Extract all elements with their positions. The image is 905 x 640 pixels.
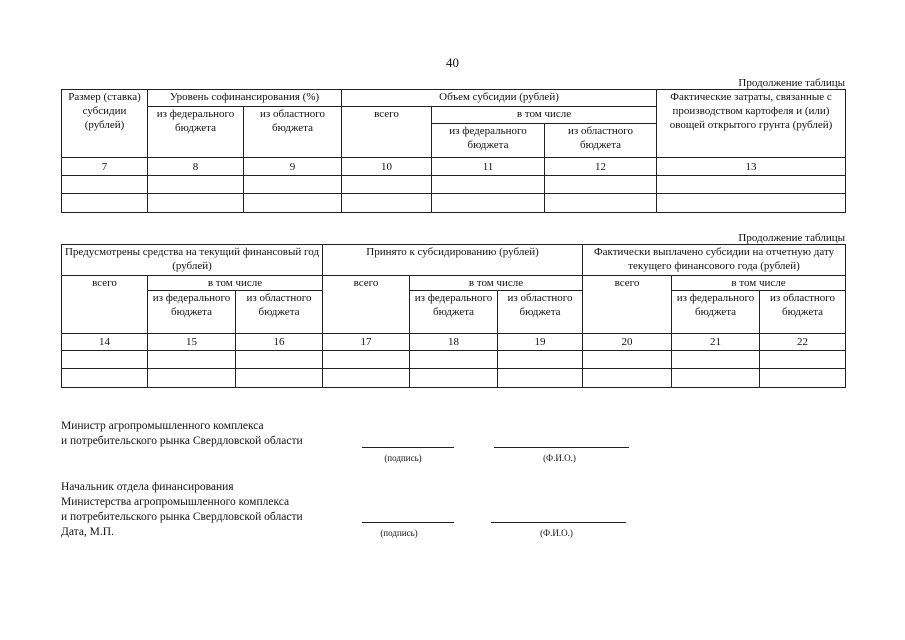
name-caption: (Ф.И.О.): [543, 453, 576, 463]
date-stamp-label: Дата, М.П.: [61, 526, 114, 538]
header-accepted-total: всего: [323, 276, 410, 334]
column-number: 13: [657, 158, 846, 176]
page-number: 40: [446, 55, 459, 70]
minister-title-line-2: и потребительского рынка Свердловской области: [61, 435, 303, 447]
header-planned-federal: из федерального бюджета: [148, 291, 236, 334]
header-planned-including: в том числе: [148, 276, 323, 291]
header-planned-total: всего: [62, 276, 148, 334]
name-line: [491, 522, 626, 523]
table-row: [62, 176, 846, 194]
column-number: 15: [148, 334, 236, 351]
header-cofin-regional: из областного бюджета: [244, 107, 342, 158]
department-head-title-line-3: и потребительского рынка Свердловской области: [61, 511, 303, 523]
header-accepted-regional: из областного бюджета: [498, 291, 583, 334]
subsidy-table-2: [61, 244, 846, 388]
table-row: [62, 194, 846, 213]
column-number: 8: [148, 158, 244, 176]
signature-caption: (подпись): [384, 453, 422, 463]
header-volume-total: всего: [342, 107, 432, 158]
continuation-label-2: Продолжение таблицы: [738, 232, 845, 244]
header-cofin-federal: из федерального бюджета: [148, 107, 244, 158]
header-accepted-federal: из федерального бюджета: [410, 291, 498, 334]
table-row: [62, 369, 846, 388]
header-accepted-including: в том числе: [410, 276, 583, 291]
subsidy-table-1: [61, 89, 846, 213]
column-number: 11: [432, 158, 545, 176]
header-accepted: Принято к субсидированию (рублей): [323, 245, 583, 276]
header-actual-costs: Фактические затраты, связанные с производством картофеля и (или) овощей открытого грунта (рублей): [657, 90, 846, 158]
header-paid-federal: из федерального бюджета: [672, 291, 760, 334]
column-number: 14: [62, 334, 148, 351]
header-planned-regional: из областного бюджета: [236, 291, 323, 334]
signature-line: [362, 447, 454, 448]
column-number: 22: [760, 334, 846, 351]
column-number: 18: [410, 334, 498, 351]
column-number: 16: [236, 334, 323, 351]
table-row: [62, 351, 846, 369]
department-head-title-line-1: Начальник отдела финансирования: [61, 481, 234, 493]
column-number: 17: [323, 334, 410, 351]
column-number: 7: [62, 158, 148, 176]
header-paid-regional: из областного бюджета: [760, 291, 846, 334]
department-head-title-line-2: Министерства агропромышленного комплекса: [61, 496, 290, 508]
header-subsidy-rate: Размер (ставка) субсидии (рублей): [62, 90, 148, 158]
department-head-signature-block: [61, 480, 303, 540]
header-subsidy-volume: Объем субсидии (рублей): [342, 90, 657, 107]
signature-caption: (подпись): [380, 528, 418, 538]
header-cofinancing: Уровень софинансирования (%): [148, 90, 342, 107]
column-number: 20: [583, 334, 672, 351]
name-line: [494, 447, 629, 448]
minister-title-line-1: Министр агропромышленного комплекса: [61, 420, 264, 432]
column-number: 10: [342, 158, 432, 176]
header-planned-funds: Предусмотрены средства на текущий финансовый год (рублей): [62, 245, 323, 276]
header-volume-including: в том числе: [432, 107, 657, 124]
signature-line: [362, 522, 454, 523]
column-number: 19: [498, 334, 583, 351]
minister-signature-block: [61, 419, 303, 449]
column-number: 21: [672, 334, 760, 351]
column-number: 12: [545, 158, 657, 176]
continuation-label-1: Продолжение таблицы: [738, 77, 845, 89]
name-caption: (Ф.И.О.): [540, 528, 573, 538]
header-volume-regional: из областного бюджета: [545, 124, 657, 158]
header-paid-including: в том числе: [672, 276, 846, 291]
header-paid: Фактически выплачено субсидии на отчетную дату текущего финансового года (рублей): [583, 245, 846, 276]
header-paid-total: всего: [583, 276, 672, 334]
column-number: 9: [244, 158, 342, 176]
header-volume-federal: из федерального бюджета: [432, 124, 545, 158]
